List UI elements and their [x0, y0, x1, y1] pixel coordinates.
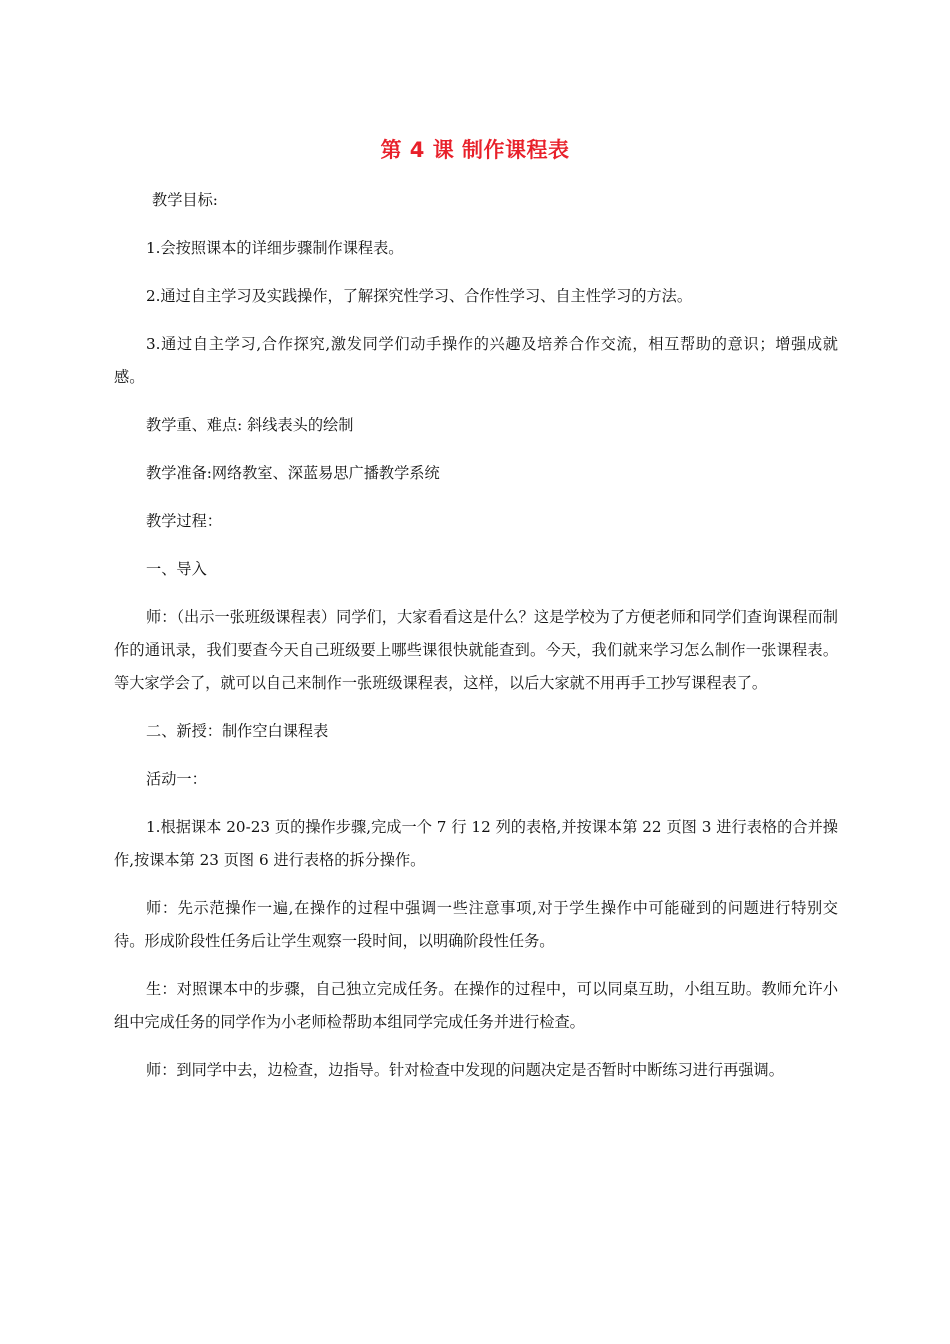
- paragraph-activity-step-1: 1.根据课本 20-23 页的操作步骤,完成一个 7 行 12 列的表格,并按课本第 22 页图 3 进行表格的合并操作,按课本第 23 页图 6 进行表格的拆分操作。: [114, 818, 838, 869]
- paragraph-teacher-check: 师：到同学中去，边检查，边指导。针对检查中发现的问题决定是否暂时中断练习进行再强调。: [146, 1061, 784, 1079]
- paragraph-teacher-demo: 师：先示范操作一遍,在操作的过程中强调一些注意事项,对于学生操作中可能碰到的问题进行特别交待。形成阶段性任务后让学生观察一段时间，以明确阶段性任务。: [114, 899, 838, 950]
- paragraph-teaching-goals-heading: 教学目标:: [152, 191, 218, 209]
- paragraph-teacher-intro: 师：（出示一张班级课程表）同学们，大家看看这是什么？这是学校为了方便老师和同学们查询课程而制作的通讯录，我们要查今天自己班级要上哪些课很快就能查到。今天，我们就来学习怎么制作一张课程表。等大家学会了，就可以自己来制作一张班级课程表，这样，以后大家就不用再手工抄写课程表了。: [114, 608, 838, 692]
- paragraph-process-heading: 教学过程：: [146, 512, 222, 530]
- document-title: 第 4 课 制作课程表: [380, 138, 570, 162]
- paragraph-activity-1: 活动一：: [146, 770, 207, 788]
- paragraph-section-intro: 一、导入: [146, 560, 207, 578]
- paragraph-section-new-lesson: 二、新授：制作空白课程表: [146, 722, 329, 740]
- paragraph-preparation: 教学准备:网络教室、深蓝易思广播教学系统: [146, 464, 440, 482]
- paragraph-student-task: 生：对照课本中的步骤，自己独立完成任务。在操作的过程中，可以同桌互助，小组互助。教师允许小组中完成任务的同学作为小老师检帮助本组同学完成任务并进行检查。: [114, 980, 838, 1031]
- paragraph-goal-3: 3.通过自主学习,合作探究,激发同学们动手操作的兴趣及培养合作交流，相互帮助的意识；增强成就感。: [114, 335, 838, 386]
- paragraph-goal-2: 2.通过自主学习及实践操作，了解探究性学习、合作性学习、自主性学习的方法。: [146, 287, 693, 305]
- document-body: [114, 184, 838, 1102]
- paragraph-goal-1: 1.会按照课本的详细步骤制作课程表。: [146, 239, 404, 257]
- paragraph-key-points: 教学重、难点: 斜线表头的绘制: [146, 416, 354, 434]
